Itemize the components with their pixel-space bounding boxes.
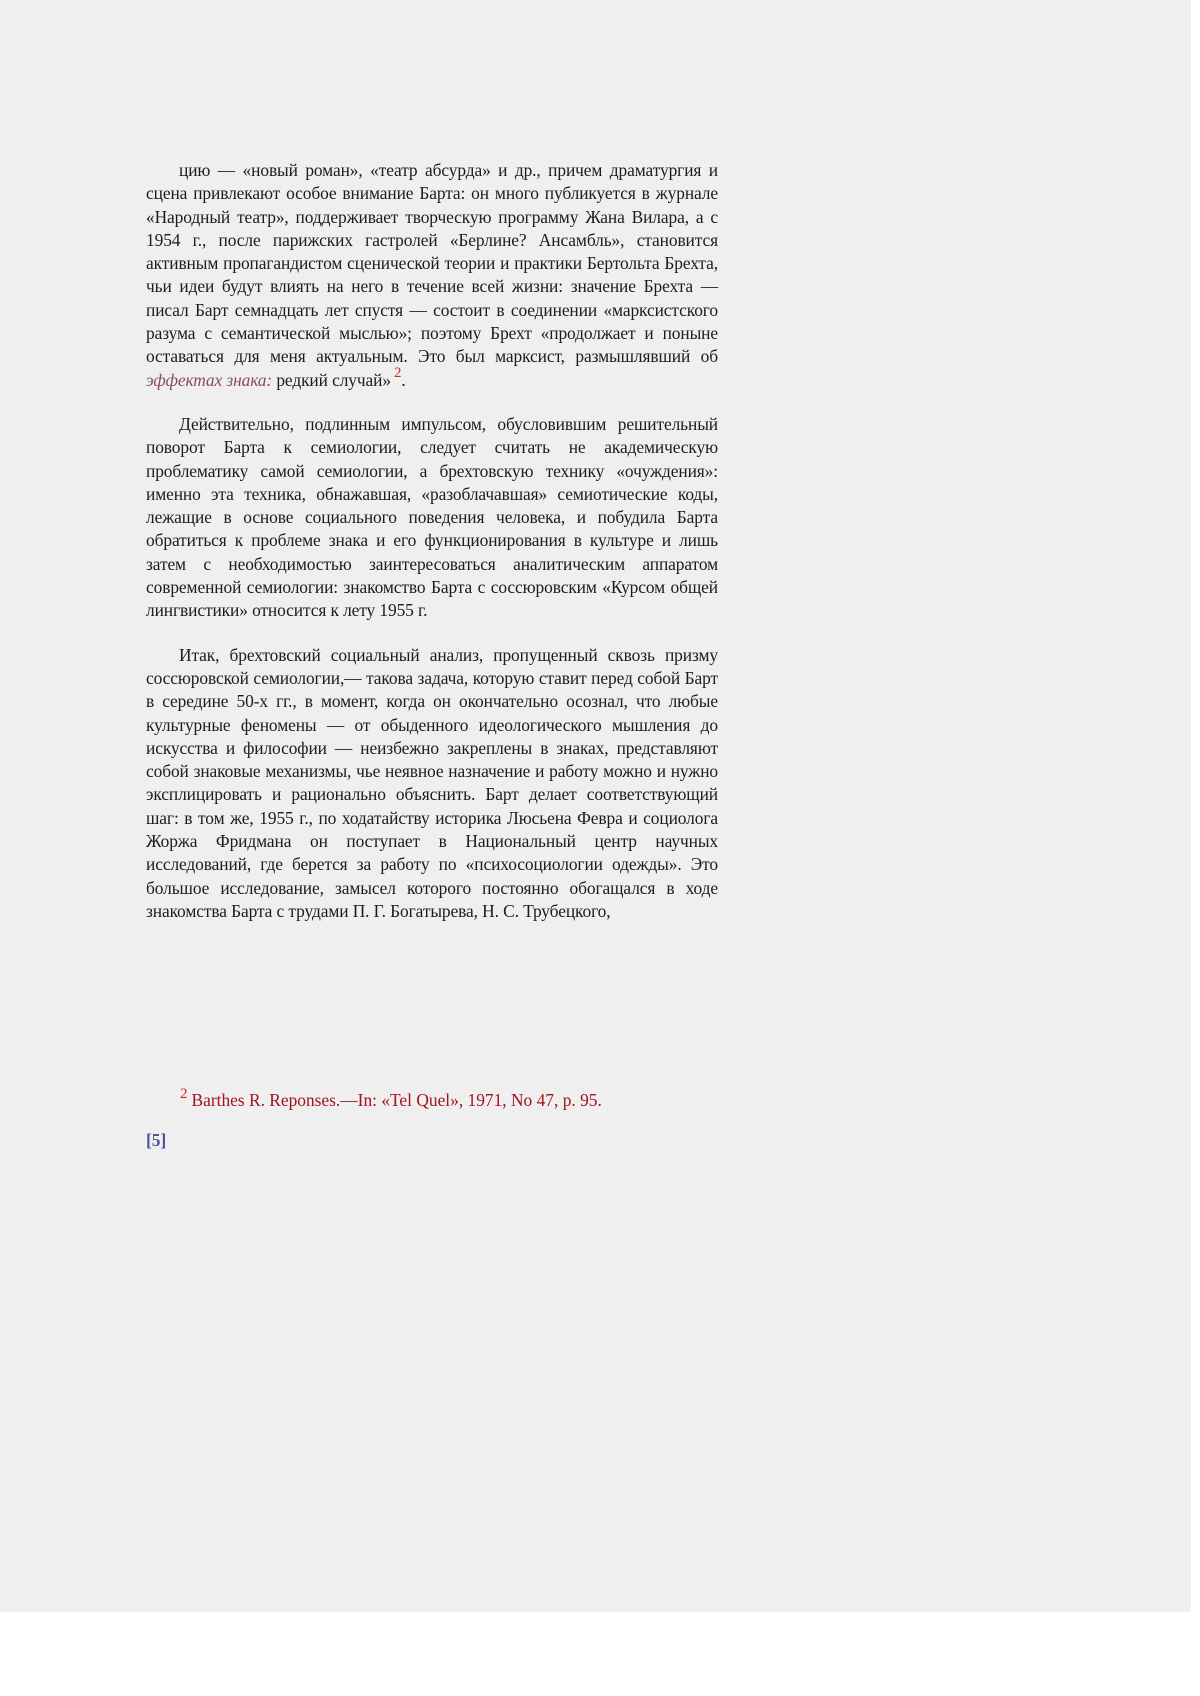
- footnote: [180, 1085, 602, 1112]
- paragraph-1-after-emphasis: редкий случай»: [272, 369, 391, 390]
- paragraph-2: Действительно, подлинным импульсом, обусловившим решительный поворот Барта к семиологии, следует считать не академическую проблематику самой семиологии, а брехтовскую технику «очуждения»: именно эта техника, обнажавшая, «разоблачавшая» семиотические коды, лежащие в основе социального поведения человека, и побудила Барта обратиться к проблеме знака и его функционирования в культуре и лишь затем с необходимостью заинтересоваться аналитическим аппаратом современной семиологии: знакомство Барта с соссюровским «Курсом общей лингвистики» относится к лету 1955 г.: [146, 413, 718, 621]
- footnote-text: Barthes R. Reponses.—In: «Tel Quel», 1971, No 47, p. 95.: [191, 1090, 602, 1110]
- paragraph-1-tail: .: [401, 369, 406, 390]
- footnote-reference[interactable]: 2: [393, 365, 402, 382]
- paragraph-1-text: цию — «новый роман», «театр абсурда» и др., причем драматургия и сцена привлекают особое внимание Барта: он много публикуется в журнале «Народный театр», поддерживает творческую программу Жана Вилара, а с 1954 г., после парижских гастролей «Берлине? Ансамбль», становится активным пропагандистом сценической теории и практики Бертольта Брехта, чьи идеи будут влиять на него в течение всей жизни: значение Брехта — писал Барт семнадцать лет спустя — состоит в соединении «марксистского разума с семантической мыслью»; поэтому Брехт «продолжает и поныне оставаться для меня актуальным. Это был марксист, размышлявший об: [146, 160, 718, 367]
- paragraph-3: Итак, брехтовский социальный анализ, пропущенный сквозь призму соссюровской семиологии,— такова задача, которую ставит перед собой Барт в середине 50-х гг., в момент, когда он окончательно осознал, что любые культурные феномены — от обыденного идеологического мышления до искусства и философии — неизбежно закреплены в знаках, представляют собой знаковые механизмы, чье неявное назначение и работу можно и нужно эксплицировать и рационально объяснить. Барт делает соответствующий шаг: в том же, 1955 г., по ходатайству историка Люсьена Февра и социолога Жоржа Фридмана он поступает в Национальный центр научных исследований, где берется за работу по «психосоциологии одежды». Это большое исследование, замысел которого постоянно обогащался в ходе знакомства Барта с трудами П. Г. Богатырева, Н. С. Трубецкого,: [146, 644, 718, 921]
- body-text: [146, 159, 718, 923]
- page-number-link[interactable]: [5]: [146, 1130, 167, 1150]
- emphasis-link[interactable]: эффектах знака:: [146, 369, 273, 390]
- paragraph-1: [146, 159, 718, 392]
- footnote-mark[interactable]: 2: [180, 1085, 188, 1102]
